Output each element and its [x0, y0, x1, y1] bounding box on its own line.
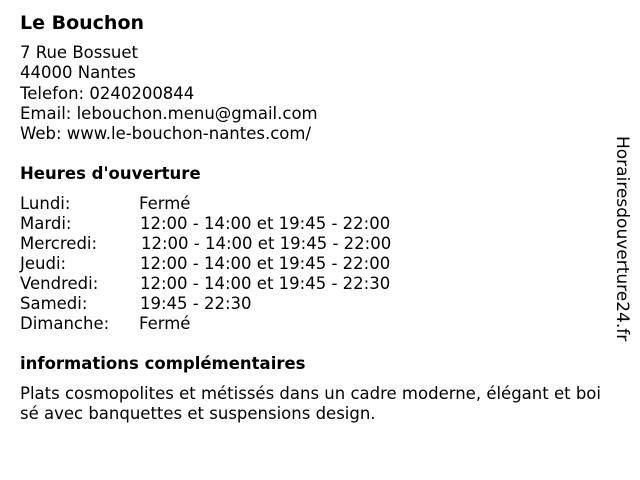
address-street: 7 Rue Bossuet: [20, 43, 139, 62]
day-label: Jeudi:: [20, 254, 67, 273]
day-label: Vendredi:: [20, 274, 99, 293]
hours-value: Fermé: [139, 194, 191, 213]
hours-value: 12:00 - 14:00 et 19:45 - 22:00: [140, 214, 391, 233]
hours-value: Fermé: [139, 314, 191, 333]
day-label: Dimanche:: [20, 314, 110, 333]
email-line: Email: lebouchon.menu@gmail.com: [20, 104, 318, 123]
hours-value: 12:00 - 14:00 et 19:45 - 22:00: [140, 254, 391, 273]
hours-value: 19:45 - 22:30: [140, 294, 252, 313]
day-label: Mardi:: [20, 214, 72, 233]
additional-info-heading: informations complémentaires: [20, 354, 306, 373]
day-label: Samedi:: [20, 294, 88, 313]
description-line-1: Plats cosmopolites et métissés dans un cadre moderne, élégant et boi: [20, 384, 601, 403]
website-line: Web: www.le-bouchon-nantes.com/: [20, 124, 312, 143]
site-watermark: Horairesdouverture24.fr: [612, 136, 632, 342]
day-label: Lundi:: [20, 194, 71, 213]
hours-value: 12:00 - 14:00 et 19:45 - 22:00: [141, 234, 392, 253]
address-city: 44000 Nantes: [20, 63, 136, 82]
description-line-2: sé avec banquettes et suspensions design.: [20, 404, 376, 423]
business-name: Le Bouchon: [20, 12, 145, 34]
hours-value: 12:00 - 14:00 et 19:45 - 22:30: [140, 274, 391, 293]
phone-line: Telefon: 0240200844: [20, 84, 195, 103]
day-label: Mercredi:: [20, 234, 98, 253]
opening-hours-heading: Heures d'ouverture: [20, 164, 201, 183]
